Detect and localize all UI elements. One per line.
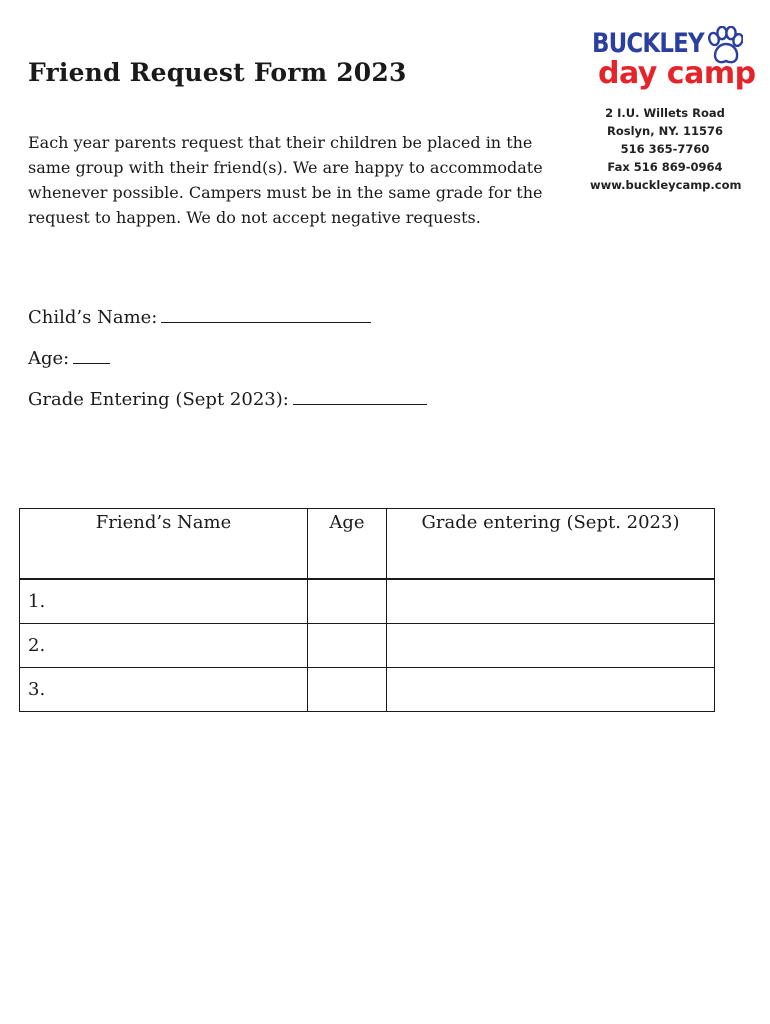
table-row <box>20 624 715 668</box>
friend-age-cell[interactable] <box>308 668 387 712</box>
grade-label: Grade Entering (Sept 2023): <box>28 389 289 410</box>
camp-address <box>590 104 740 194</box>
age-label: Age: <box>28 348 70 369</box>
row-number: 3. <box>28 679 46 700</box>
intro-paragraph: Each year parents request that their children be placed in the same group with their friend(s). We are happy to accommodate whenever possible. Campers must be in the same grade for the request to happen. We do not accept negative requests. <box>28 133 543 227</box>
address-line: Roslyn, NY. 11576 <box>606 124 724 138</box>
age-input-line[interactable] <box>73 347 110 364</box>
grade-input-line[interactable] <box>293 388 427 405</box>
friend-grade-cell[interactable] <box>387 624 715 668</box>
child-name-field <box>28 306 371 328</box>
phone-line: 516 365-7760 <box>620 142 710 156</box>
header-age: Age <box>308 509 387 580</box>
header-grade: Grade entering (Sept. 2023) <box>387 509 715 580</box>
logo-brand-bottom: day camp <box>598 56 756 91</box>
row-number: 1. <box>28 591 46 612</box>
friend-age-cell[interactable] <box>308 624 387 668</box>
page-title: Friend Request Form 2023 <box>28 58 407 87</box>
header-friend-name: Friend’s Name <box>20 509 308 580</box>
friends-table <box>19 508 715 712</box>
logo-brand-top: BUCKLEY <box>592 28 704 59</box>
age-field <box>28 347 110 369</box>
website-line: www.buckleycamp.com <box>590 178 742 192</box>
table-row <box>20 668 715 712</box>
child-name-label: Child’s Name: <box>28 307 158 328</box>
row-number: 2. <box>28 635 46 656</box>
friend-grade-cell[interactable] <box>387 579 715 624</box>
friend-name-cell[interactable] <box>20 668 308 712</box>
table-header-row <box>20 509 715 580</box>
fax-line: Fax 516 869-0964 <box>607 160 723 174</box>
child-name-input-line[interactable] <box>161 306 371 323</box>
address-line: 2 I.U. Willets Road <box>605 106 725 120</box>
camp-logo <box>590 26 756 201</box>
friend-name-cell[interactable] <box>20 624 308 668</box>
table-row <box>20 579 715 624</box>
grade-field <box>28 388 427 410</box>
friend-name-cell[interactable] <box>20 579 308 624</box>
friend-grade-cell[interactable] <box>387 668 715 712</box>
friend-age-cell[interactable] <box>308 579 387 624</box>
